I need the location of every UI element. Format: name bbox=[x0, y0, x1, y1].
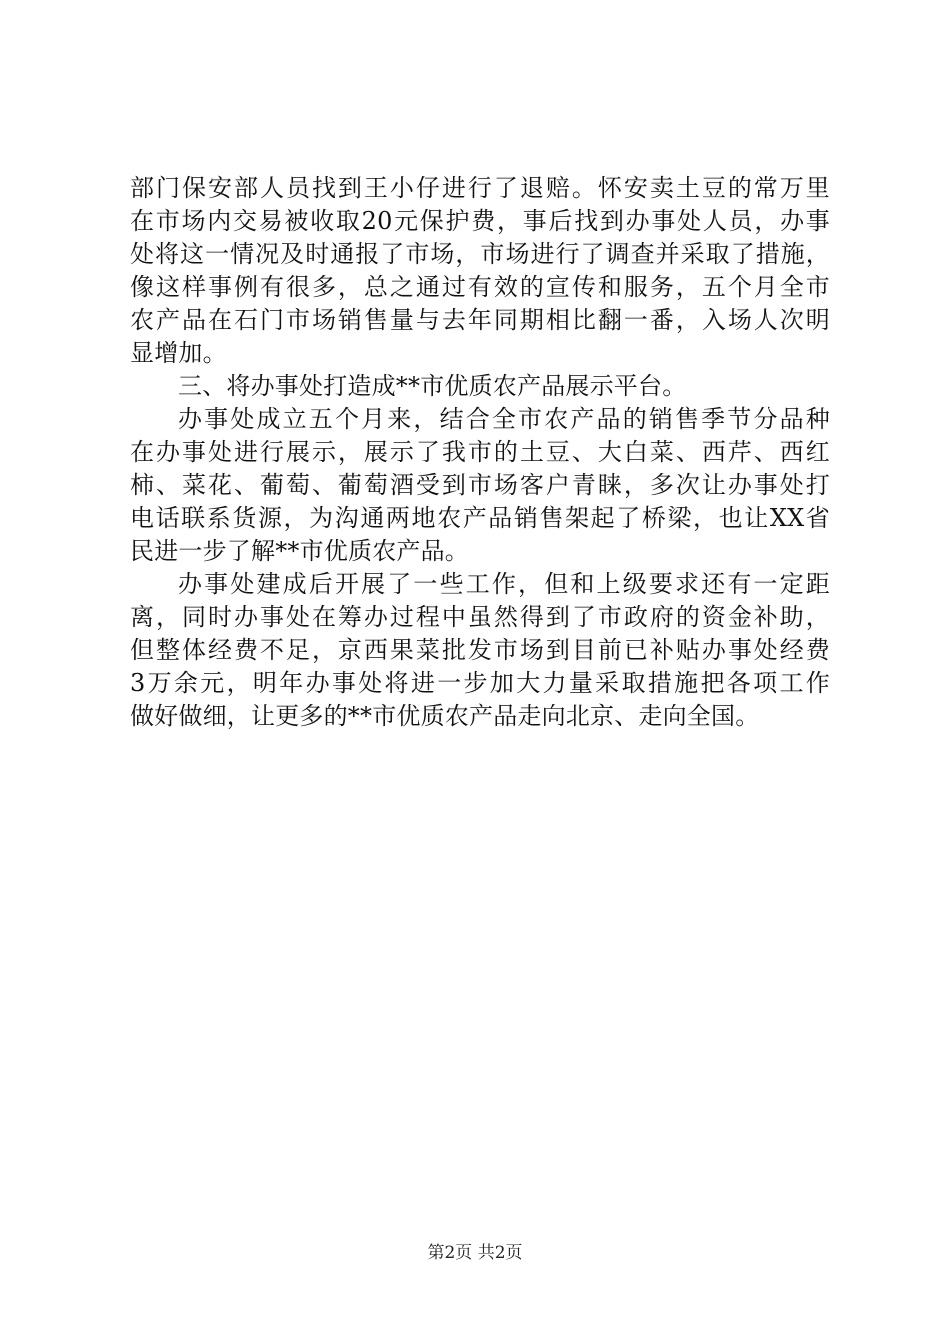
text-line: 农产品在石门市场销售量与去年同期相比翻一番，入场人次明 bbox=[130, 306, 830, 334]
text-line: 处将这一情况及时通报了市场，市场进行了调查并采取了措施， bbox=[130, 240, 830, 268]
text-line: 离，同时办事处在筹办过程中虽然得到了市政府的资金补助， bbox=[130, 603, 830, 631]
text-line: 像这样事例有很多，总之通过有效的宣传和服务，五个月全市 bbox=[130, 273, 830, 301]
text-line: 部门保安部人员找到王小仔进行了退赔。怀安卖土豆的常万里 bbox=[130, 174, 830, 202]
text-line: 3万余元，明年办事处将进一步加大力量采取措施把各项工作 bbox=[130, 669, 830, 697]
text-line: 电话联系货源，为沟通两地农产品销售架起了桥梁，也让XX省 bbox=[130, 504, 830, 532]
page-number-footer: 第2页 共2页 bbox=[427, 1243, 523, 1263]
document-body bbox=[130, 172, 830, 733]
text-line: 民进一步了解**市优质农产品。 bbox=[130, 537, 469, 565]
text-line: 办事处成立五个月来，结合全市农产品的销售季节分品种 bbox=[178, 405, 830, 433]
text-line: 柿、菜花、葡萄、葡萄酒受到市场客户青睐，多次让办事处打 bbox=[130, 471, 830, 499]
text-line: 做好做细，让更多的**市优质农产品走向北京、走向全国。 bbox=[130, 702, 760, 730]
text-line: 但整体经费不足，京西果菜批发市场到目前已补贴办事处经费 bbox=[130, 636, 830, 664]
text-line: 在市场内交易被收取20元保护费，事后找到办事处人员，办事 bbox=[130, 207, 830, 235]
section-heading: 三、将办事处打造成**市优质农产品展示平台。 bbox=[178, 372, 687, 400]
text-line: 办事处建成后开展了一些工作，但和上级要求还有一定距 bbox=[178, 570, 830, 598]
text-line: 显增加。 bbox=[130, 339, 227, 367]
text-line: 在办事处进行展示，展示了我市的土豆、大白菜、西芹、西红 bbox=[130, 438, 830, 466]
